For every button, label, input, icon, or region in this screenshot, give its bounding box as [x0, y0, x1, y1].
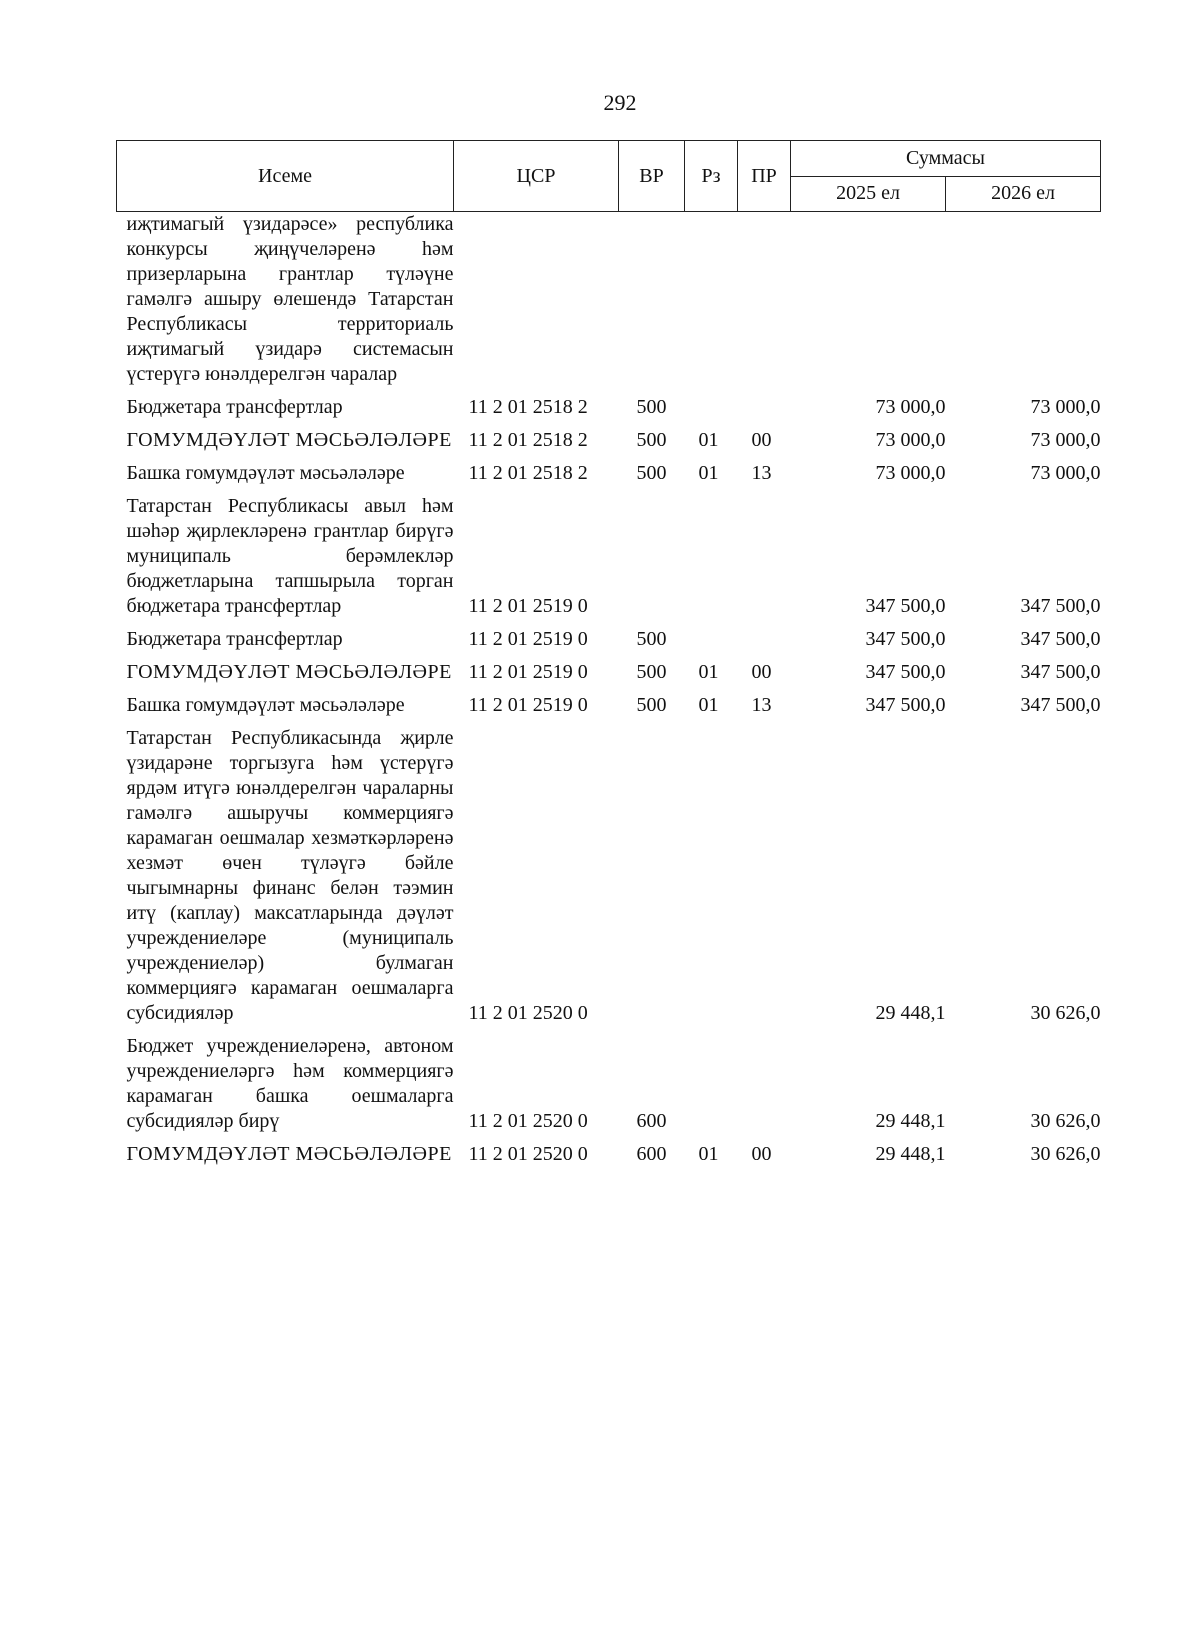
table-body	[117, 212, 1101, 1176]
row-csr: 11 2 01 2520 0	[468, 1143, 588, 1165]
header-sum: Суммасы	[791, 141, 1101, 177]
row-csr: 11 2 01 2519 0	[468, 628, 588, 650]
row-csr: 11 2 01 2518 2	[468, 429, 588, 451]
row-name: Бюджетара трансфертлар	[126, 396, 343, 418]
row-amount-2025	[791, 212, 946, 396]
row-name: ГОМУМДӘҮЛӘТ МӘСЬӘЛӘЛӘРЕ	[126, 429, 452, 451]
row-rz	[685, 395, 738, 428]
row-amount-2026: 347 500,0	[1020, 595, 1101, 617]
row-vr: 600	[636, 1143, 667, 1165]
table-row	[117, 660, 1101, 693]
row-amount-2026	[946, 212, 1101, 396]
row-amount-2026: 347 500,0	[1020, 661, 1101, 683]
row-vr: 500	[636, 661, 667, 683]
row-name: Башка гомумдәүләт мәсьәләләре	[126, 694, 405, 716]
row-vr: 600	[636, 1110, 667, 1132]
row-csr: 11 2 01 2519 0	[468, 661, 588, 683]
row-csr: 11 2 01 2518 2	[468, 396, 588, 418]
budget-table	[116, 140, 1101, 1175]
header-vr: ВР	[619, 141, 685, 212]
row-amount-2026: 347 500,0	[1020, 694, 1101, 716]
table-row	[117, 726, 1101, 1034]
row-amount-2025: 347 500,0	[865, 595, 946, 617]
row-csr: 11 2 01 2520 0	[468, 1002, 588, 1024]
header-year-2026: 2026 ел	[946, 176, 1101, 212]
row-vr: 500	[636, 628, 667, 650]
row-name: Татарстан Республикасында җирле үзидарәне торгызуга һәм үстерүгә ярдәм итүгә юнәлдерелгән чараларны гамәлгә ашыручы коммерциягә карамаган оешмалар хезмәткәрләренә хезмәт өчен түләүгә бәйле чыгымнарны финанс белән тәэмин итү (каплау) максатларында дәүләт учреждениеләре (муниципаль учреждениеләр) булмаган коммерциягә карамаган оешмаларга субсидияләр	[126, 727, 454, 1024]
row-vr: 500	[636, 396, 667, 418]
row-name: Татарстан Республикасы авыл һәм шәһәр җирлекләренә грантлар бирүгә муниципаль берәмлекләр бюджетларына тапшырыла торган бюджетара трансфертлар	[126, 495, 454, 617]
row-pr	[738, 726, 791, 1034]
row-amount-2026: 30 626,0	[1030, 1110, 1101, 1132]
row-vr	[619, 494, 685, 627]
header-rz: Рз	[685, 141, 738, 212]
table-row	[117, 395, 1101, 428]
row-rz: 01	[698, 694, 719, 716]
row-pr	[738, 395, 791, 428]
row-rz: 01	[698, 429, 719, 451]
table-row	[117, 494, 1101, 627]
header-name: Исеме	[117, 141, 454, 212]
row-pr	[738, 212, 791, 396]
row-name: Башка гомумдәүләт мәсьәләләре	[126, 462, 405, 484]
row-name: Бюджетара трансфертлар	[126, 628, 343, 650]
row-pr: 13	[751, 462, 772, 484]
table-row	[117, 693, 1101, 726]
row-csr: 11 2 01 2520 0	[468, 1110, 588, 1132]
row-vr: 500	[636, 462, 667, 484]
row-amount-2025: 347 500,0	[865, 661, 946, 683]
row-name: ГОМУМДӘҮЛӘТ МӘСЬӘЛӘЛӘРЕ	[126, 1143, 452, 1165]
row-amount-2026: 347 500,0	[1020, 628, 1101, 650]
table-row	[117, 1142, 1101, 1175]
row-amount-2025: 29 448,1	[875, 1143, 946, 1165]
row-pr	[738, 494, 791, 627]
row-rz	[685, 726, 738, 1034]
page-number: 292	[603, 90, 637, 115]
table-row	[117, 428, 1101, 461]
row-name: иҗтимагый үзидарәсе» республика конкурсы җиңүчеләренә һәм призерларына грантлар түләүне гамәлгә ашыру өлешендә Татарстан Республикасы территориаль иҗтимагый үзидарә системасын үстерүгә юнәлдерелгән чаралар	[126, 213, 454, 385]
row-rz: 01	[698, 1143, 719, 1165]
row-pr: 00	[751, 661, 772, 683]
row-rz	[685, 1034, 738, 1142]
row-amount-2025: 29 448,1	[875, 1110, 946, 1132]
row-rz	[685, 627, 738, 660]
row-vr	[619, 212, 685, 396]
row-csr: 11 2 01 2518 2	[468, 462, 588, 484]
row-csr	[454, 212, 619, 396]
header-pr: ПР	[738, 141, 791, 212]
row-amount-2026: 73 000,0	[1030, 429, 1101, 451]
row-pr: 13	[751, 694, 772, 716]
header-year-2025: 2025 ел	[791, 176, 946, 212]
row-amount-2025: 29 448,1	[875, 1002, 946, 1024]
row-rz	[685, 494, 738, 627]
row-rz	[685, 212, 738, 396]
row-rz: 01	[698, 462, 719, 484]
row-vr: 500	[636, 694, 667, 716]
row-name: ГОМУМДӘҮЛӘТ МӘСЬӘЛӘЛӘРЕ	[126, 661, 452, 683]
row-pr	[738, 627, 791, 660]
table-row	[117, 461, 1101, 494]
row-amount-2026: 30 626,0	[1030, 1143, 1101, 1165]
table-row	[117, 1034, 1101, 1142]
row-name: Бюджет учреждениеләренә, автоном учреждениеләргә һәм коммерциягә карамаган башка оешмаларга субсидияләр бирү	[126, 1035, 454, 1132]
row-amount-2025: 73 000,0	[875, 462, 946, 484]
row-vr: 500	[636, 429, 667, 451]
row-csr: 11 2 01 2519 0	[468, 595, 588, 617]
row-rz: 01	[698, 661, 719, 683]
row-amount-2025: 347 500,0	[865, 628, 946, 650]
row-pr: 00	[751, 1143, 772, 1165]
table-header	[117, 141, 1101, 212]
table-row	[117, 212, 1101, 396]
row-amount-2026: 73 000,0	[1030, 396, 1101, 418]
row-amount-2025: 73 000,0	[875, 396, 946, 418]
row-amount-2026: 73 000,0	[1030, 462, 1101, 484]
header-csr: ЦСР	[454, 141, 619, 212]
row-pr	[738, 1034, 791, 1142]
table-row	[117, 627, 1101, 660]
row-amount-2025: 347 500,0	[865, 694, 946, 716]
row-pr: 00	[751, 429, 772, 451]
row-vr	[619, 726, 685, 1034]
row-csr: 11 2 01 2519 0	[468, 694, 588, 716]
row-amount-2025: 73 000,0	[875, 429, 946, 451]
row-amount-2026: 30 626,0	[1030, 1002, 1101, 1024]
